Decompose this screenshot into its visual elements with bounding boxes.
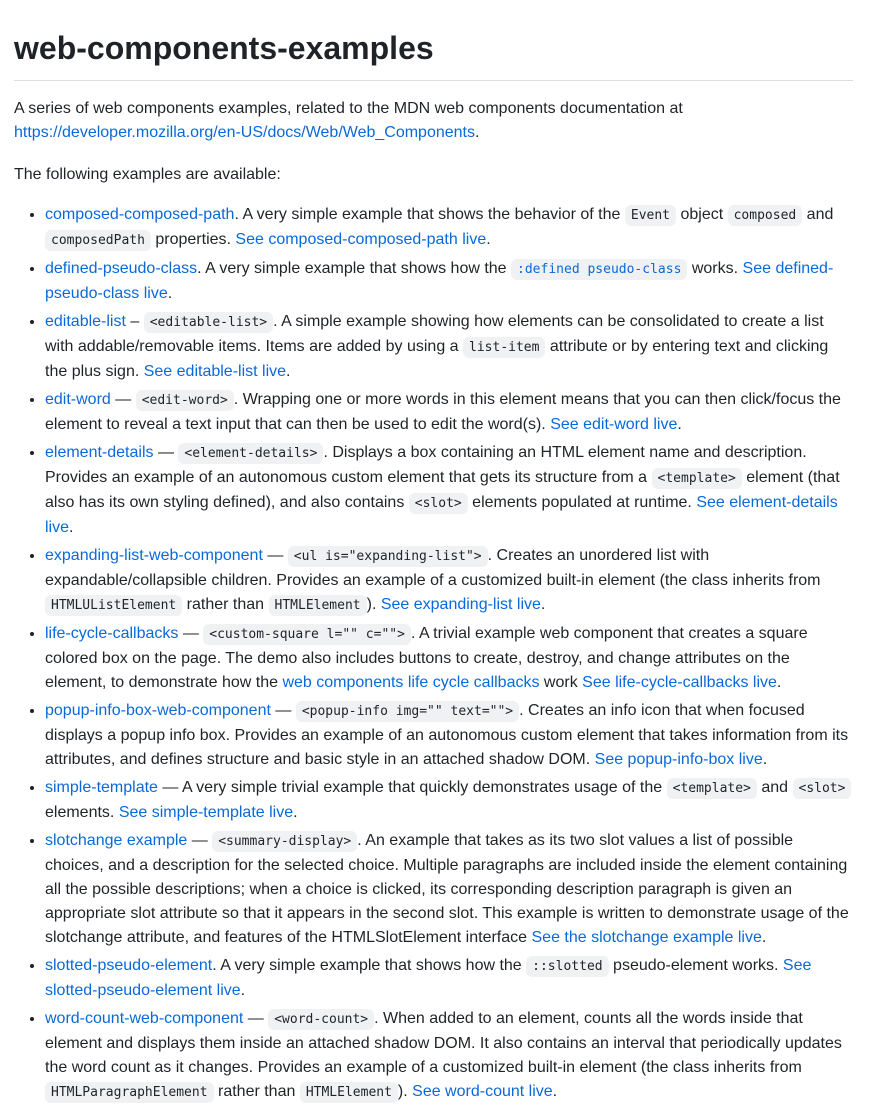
example-link[interactable]: popup-info-box-web-component — [45, 702, 271, 719]
inline-code: <slot> — [793, 778, 852, 799]
list-item: • element-details — <element-details> . Displays a box containing an HTML element name and description. Provides an example of an autonomous custom element that gets its structure from a <template> element (that also has its own styling defined), and also contains <slot> elements populated at runtime. See element-details live. — [45, 441, 853, 540]
live-demo-link[interactable]: See editable-list live — [143, 363, 287, 380]
page-title: web-components-examples — [14, 28, 853, 81]
intro-paragraph: A series of web components examples, related to the MDN web components documentation at https://developer.mozilla.org/en-US/docs/Web/Web_Components. — [14, 100, 683, 141]
list-item: • popup-info-box-web-component — <popup-info img="" text=""> . Creates an info icon that when focused displays a popup info box. Provides an example of an autonomous custom element that takes information from its attributes, and defines structure and basic style in an attached shadow DOM. See popup-info-box live. — [45, 699, 853, 772]
example-link[interactable]: defined-pseudo-class — [45, 260, 198, 277]
inline-code: <word-count> — [268, 1009, 374, 1030]
live-demo-link[interactable]: See word-count live — [412, 1083, 553, 1100]
live-demo-link[interactable]: See the slotchange example live — [531, 929, 762, 946]
inline-code: HTMLElement — [269, 595, 367, 616]
inline-code: composedPath — [45, 230, 151, 251]
inline-code: Event — [625, 205, 676, 226]
list-item: • slotchange example — <summary-display> . An example that takes as its two slot values a list of possible choices, and a description for the selected choice. Multiple paragraphs are included inside the element containing all the possible descriptions; when a choice is clicked, its corresponding description paragraph is given an appropriate slot attribute so that it appears in the second slot. This example is written to demonstrate usage of the slotchange attribute, and features of the HTMLSlotElement interface See the slotchange example live. — [45, 829, 853, 950]
live-demo-link[interactable]: See defined-pseudo-class live — [45, 260, 834, 302]
inline-code: <ul is="expanding-list"> — [288, 546, 488, 567]
list-item: • editable-list – <editable-list> . A simple example showing how elements can be consolidated to create a list with addable/removable items. Items are added by using a list-item attribute or by entering text and clicking the plus sign. See editable-list live. — [45, 310, 853, 384]
inline-code: <popup-info img="" text=""> — [296, 701, 519, 722]
live-demo-link[interactable]: See popup-info-box live — [594, 751, 763, 768]
list-item: • simple-template — A very simple trivial example that quickly demonstrates usage of the <template> and <slot> elements. See simple-template live. — [45, 776, 853, 825]
list-intro: The following examples are available: — [14, 166, 281, 183]
live-demo-link[interactable]: See composed-composed-path live — [235, 231, 487, 248]
example-link[interactable]: word-count-web-component — [45, 1010, 244, 1027]
list-item: • life-cycle-callbacks — <custom-square l="" c=""> . A trivial example web component that creates a square colored box on the page. The demo also includes buttons to create, destroy, and change attributes on the element, to demonstrate how the web components life cycle callbacks work See life-cycle-callbacks live. — [45, 622, 853, 695]
example-link[interactable]: composed-composed-path — [45, 206, 235, 223]
inline-code: ::slotted — [526, 956, 608, 977]
example-link[interactable]: expanding-list-web-component — [45, 547, 263, 564]
list-item: • word-count-web-component — <word-count> . When added to an element, counts all the words inside that element and displays them inside an attached shadow DOM. It also contains an interval that periodically updates the word count as it changes. Provides an example of a customized built-in element (the class inherits from HTMLParagraphElement rather than HTMLElement ). See word-count live. — [45, 1007, 853, 1105]
list-item: • slotted-pseudo-element. A very simple example that shows how the ::slotted pseudo-element works. See slotted-pseudo-element live. — [45, 954, 853, 1003]
list-item: • expanding-list-web-component — <ul is="expanding-list"> . Creates an unordered list with expandable/collapsible children. Provides an example of a customized built-in element (the class inherits from HTMLUListElement rather than HTMLElement ). See expanding-list live. — [45, 544, 853, 618]
inline-code: <edit-word> — [136, 390, 234, 411]
inline-code: HTMLParagraphElement — [45, 1082, 214, 1103]
inline-code: list-item — [463, 337, 545, 358]
inline-code: <element-details> — [178, 443, 323, 464]
live-demo-link[interactable]: See edit-word live — [550, 416, 678, 433]
inline-code: HTMLElement — [300, 1082, 398, 1103]
inline-code: <summary-display> — [212, 831, 357, 852]
mdn-docs-link[interactable]: https://developer.mozilla.org/en-US/docs/Web/Web_Components — [14, 124, 475, 141]
list-item: • composed-composed-path. A very simple example that shows the behavior of the Event object composed and composedPath properties. See composed-composed-path live. — [45, 203, 853, 253]
live-demo-link[interactable]: See element-details live — [45, 494, 838, 536]
live-demo-link[interactable]: See simple-template live — [118, 804, 294, 821]
defined-pseudo-class-doc-link[interactable] — [511, 260, 687, 277]
inline-code: <custom-square l="" c=""> — [203, 624, 411, 645]
live-demo-link[interactable]: See slotted-pseudo-element live — [45, 957, 812, 999]
inline-code: <template> — [667, 778, 757, 799]
live-demo-link[interactable]: See life-cycle-callbacks live — [582, 674, 777, 691]
inline-code: <editable-list> — [144, 312, 273, 333]
inline-code: <slot> — [409, 493, 468, 514]
example-link[interactable]: slotchange example — [45, 832, 188, 849]
example-link[interactable]: element-details — [45, 444, 154, 461]
list-item: • edit-word — <edit-word> . Wrapping one or more words in this element means that you can then click/focus the element to reveal a text input that can then be used to edit the word(s). See edit-word live. — [45, 388, 853, 437]
inline-code: composed — [728, 205, 803, 226]
example-link[interactable]: slotted-pseudo-element — [45, 957, 213, 974]
lifecycle-callbacks-doc-link[interactable]: web components life cycle callbacks — [282, 674, 540, 691]
example-link[interactable]: simple-template — [45, 779, 158, 796]
example-link[interactable]: life-cycle-callbacks — [45, 625, 179, 642]
list-item: • defined-pseudo-class. A very simple example that shows how the :defined pseudo-class works. See defined-pseudo-class live. — [45, 257, 853, 306]
inline-code: :defined pseudo-class — [511, 259, 687, 280]
live-demo-link[interactable]: See expanding-list live — [380, 596, 541, 613]
inline-code: <template> — [652, 468, 742, 489]
example-link[interactable]: edit-word — [45, 391, 111, 408]
example-link[interactable]: editable-list — [45, 313, 126, 330]
examples-list — [14, 203, 853, 1105]
inline-code: HTMLUListElement — [45, 595, 182, 616]
